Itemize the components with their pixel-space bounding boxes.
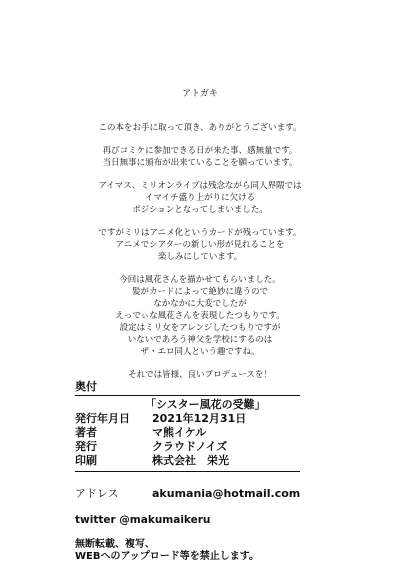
colophon-divider [75, 395, 300, 396]
address-label: アドレス [75, 487, 119, 500]
row-key: 著者 [75, 426, 97, 439]
row-value: マ熊イケル [152, 426, 207, 439]
book-title: 「シスター風花の受難」 [145, 398, 266, 411]
afterword-line: 当日無事に頒布が出来ていることを願っています。 [102, 158, 298, 168]
afterword-line: ポジションとなってしまいました。 [132, 205, 268, 215]
email-address: akumania@hotmail.com [152, 487, 301, 500]
afterword-paragraph [0, 122, 400, 134]
copyright-notice [75, 539, 375, 563]
colophon-row-author [75, 426, 375, 440]
row-value: クラウドノイズ [152, 440, 228, 453]
notice-line: 無断転載、複写、 [75, 539, 155, 550]
row-key: 印刷 [75, 454, 97, 467]
afterword-line: 再びコミケに参加できる日が来た事、感無量です。 [102, 146, 298, 156]
row-value: 株式会社 栄光 [152, 454, 229, 467]
afterword-line: ですがミリはアニメ化というカードが残っています。 [98, 228, 302, 238]
twitter-handle: twitter @makumaikeru [75, 514, 211, 526]
colophon-row-date [75, 412, 375, 426]
afterword-line: この本をお手に取って頂き、ありがとうございます。 [98, 123, 302, 133]
afterword-line: 髪がカードによって絶妙に違うので [131, 287, 268, 297]
colophon-heading: 奥付 [75, 380, 97, 393]
contact-address [75, 487, 375, 500]
afterword-line: ザ・エロ同人という趣ですね。 [140, 347, 260, 357]
notice-line: WEBへのアップロード等を禁止します。 [75, 551, 259, 562]
row-value: 2021年12月31日 [152, 412, 247, 425]
colophon-section [75, 380, 375, 563]
afterword-line: 設定はミリ女をアレンジしたつもりですが [119, 323, 281, 333]
afterword-line: なかなかに大変でしたが [153, 299, 247, 309]
afterword-paragraph [0, 274, 400, 358]
afterword-line: いないであろう神父を学校にするのは [127, 335, 273, 345]
afterword-line: それでは皆様、良いプロデュースを！ [128, 370, 272, 380]
colophon-row-printer [75, 454, 375, 468]
afterword-title: アトガキ [182, 89, 218, 99]
afterword-paragraph [0, 145, 400, 169]
afterword-paragraph [0, 180, 400, 216]
colophon-row-publisher [75, 440, 375, 454]
afterword-line: アニメでシアターの新しい形が見れることを [115, 240, 285, 250]
afterword-line: イマイチ盛り上がりに欠ける [144, 193, 256, 203]
row-key: 発行年月日 [75, 412, 130, 425]
afterword-line: 楽しみにしています。 [157, 252, 243, 262]
afterword-line: アイマス、ミリオンライブは残念ながら同人界隈では [98, 181, 302, 191]
afterword-paragraph [0, 227, 400, 263]
colophon-divider-bottom [75, 471, 300, 472]
afterword-section [0, 88, 400, 392]
afterword-line: 今回は風花さんを描かせてもらいました。 [119, 275, 281, 285]
afterword-line: えっでぃな風花さんを表現したつもりです。 [115, 311, 285, 321]
row-key: 発行 [75, 440, 97, 453]
